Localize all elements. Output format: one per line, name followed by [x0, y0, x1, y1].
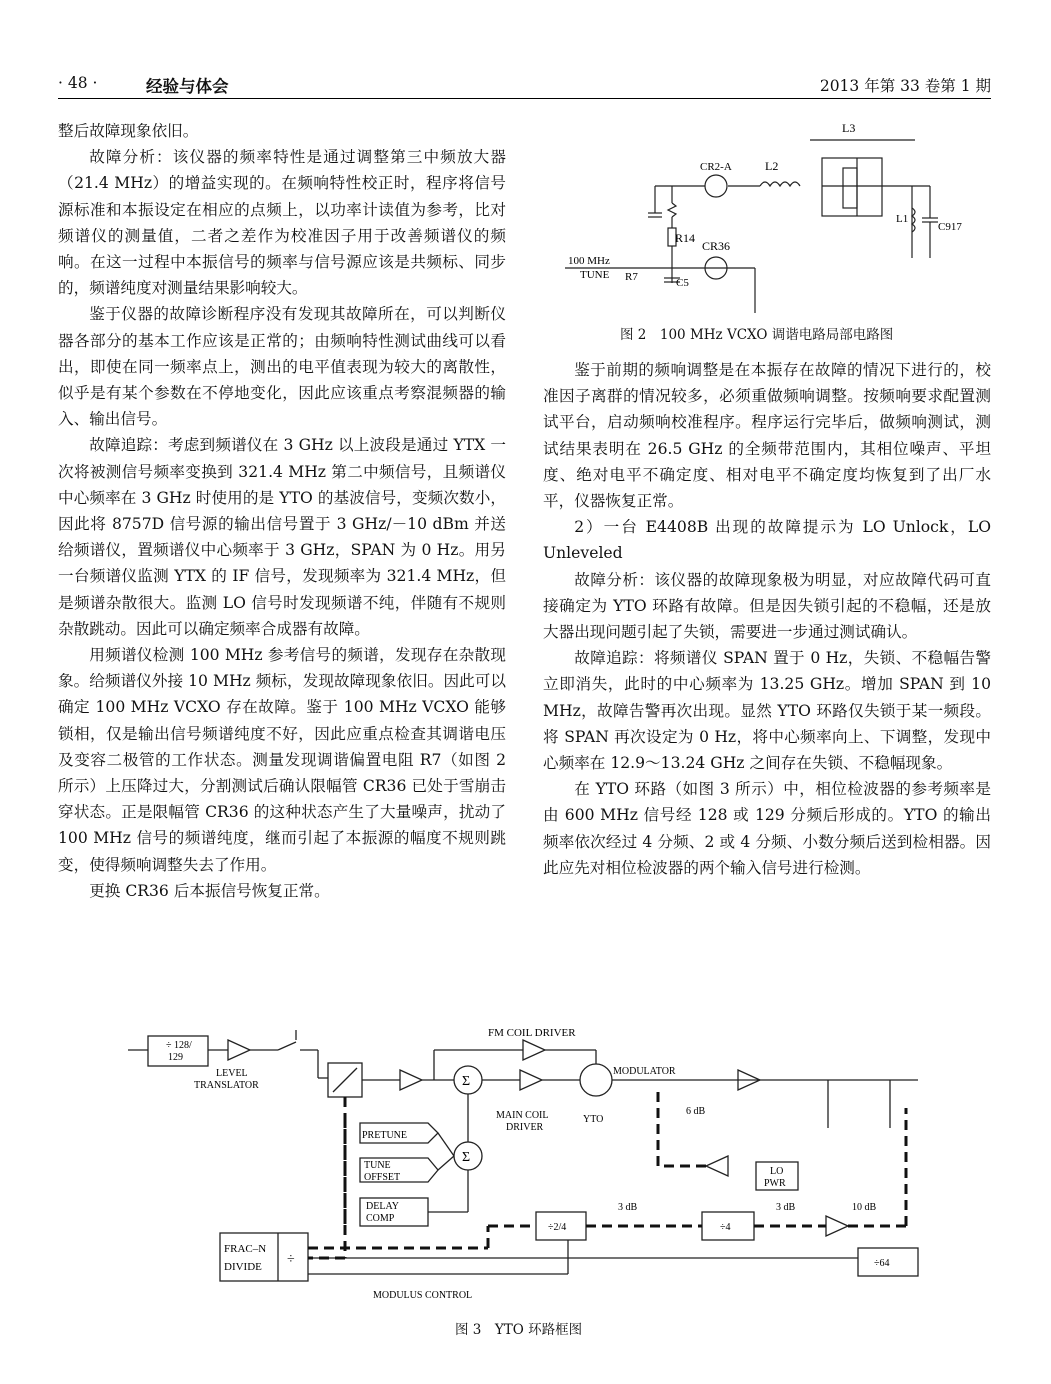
- paragraph: 鉴于前期的频响调整是在本振存在故障的情况下进行的，校准因子离群的情况较多，必须重做频响调整。按频响要求配置测试平台，启动频响校准程序。程序运行完毕后，做频响测试，测试结果表明在 26.5 GHz 的全频带范围内，其相位噪声、平坦度、绝对电平不确定度、相对电平不确定度均恢复到了出厂水平，仪器恢复正常。: [543, 361, 991, 511]
- issue-info: 2013 年第 33 卷第 1 期: [819, 77, 991, 95]
- label-cr36: CR36: [702, 239, 731, 253]
- label-fm-driver: FM COIL DRIVER: [488, 1027, 576, 1039]
- paragraph: 故障追踪：考虑到频谱仪在 3 GHz 以上波段是通过 YTX 一次将被测信号频率变换到 321.4 MHz 第二中频信号，且频谱仪中心频率在 3 GHz 时使用的是 YTO 的基波信号，变频次数小，因此将 8757D 信号源的输出信号置于 3 GHz/－10 dBm 并送给频谱仪，置频谱仪中心频率于 3 GHz，SPAN 为 0 Hz。用另一台频谱仪监测 YTX 的 IF 信号，发现频率为 321.4 MHz，但是频谱杂散很大。监测 LO 信号时发现频谱不纯，伴随有不规则杂散跳动。因此可以确定频率合成器有故障。: [58, 436, 506, 638]
- label-tune-1: 100 MHz: [568, 255, 610, 267]
- paragraph: 2）一台 E4408B 出现的故障提示为 LO Unlock，LO Unleveled: [543, 518, 991, 563]
- figure-3-block-diagram: [128, 1018, 928, 1308]
- label-divide: DIVIDE: [224, 1261, 262, 1273]
- page-header: [58, 72, 991, 99]
- paragraph: 用频谱仪检测 100 MHz 参考信号的频谱，发现存在杂散现象。给频谱仪外接 10 MHz 频标，发现故障现象依旧。因此可以确定 100 MHz VCXO 存在故障。鉴于 100 MHz VCXO 能够锁相，仅是输出信号频谱纯度不好，因此应重点检查其调谐电压及变容二极管的工作状态。测量发现调谐偏置电阻 R7（如图 2 所示）上压降过大，分割测试后确认限幅管 CR36 已处于雪崩击穿状态。正是限幅管 CR36 的这种状态产生了大量噪声，扰动了 100 MHz 信号的频谱纯度，继而引起了本振源的幅度不规则跳变，使得频响调整失去了作用。: [58, 646, 506, 874]
- label-delay: DELAY: [366, 1201, 399, 1212]
- label-cr2: CR2-A: [700, 161, 732, 173]
- label-l1: L1: [896, 213, 909, 225]
- label-r7: R7: [625, 271, 638, 283]
- figure-2-caption: 图 2 100 MHz VCXO 调谐电路局部电路图: [620, 327, 894, 343]
- paragraph: 整后故障现象依旧。: [58, 122, 199, 140]
- right-column: [543, 357, 991, 881]
- label-10db: 10 dB: [852, 1202, 877, 1213]
- label-lo: LO: [770, 1166, 784, 1177]
- label-yto: YTO: [583, 1114, 604, 1125]
- label-3db-b: 3 dB: [776, 1202, 796, 1213]
- label-level-1: LEVEL: [216, 1068, 248, 1079]
- label-offset: OFFSET: [364, 1172, 401, 1183]
- label-l2: L2: [765, 159, 779, 173]
- label-level-2: TRANSLATOR: [194, 1080, 259, 1091]
- label-div24: ÷2/4: [548, 1222, 567, 1233]
- label-pwr: PWR: [764, 1178, 786, 1189]
- figure-3-caption: 图 3 YTO 环路框图: [455, 1322, 583, 1338]
- paragraph: 故障追踪：将频谱仪 SPAN 置于 0 Hz，失锁、不稳幅告警立即消失，此时的中心频率为 13.25 GHz。增加 SPAN 到 10 MHz，故障告警再次出现。显然 YTO 环路仅失锁于某一频段。将 SPAN 再次设定为 0 Hz，将中心频率向上、下调整，发现中心频率在 12.9～13.24 GHz 之间存在失锁、不稳幅现象。: [543, 649, 991, 773]
- label-main-coil: MAIN COIL: [496, 1110, 549, 1121]
- paragraph: 故障分析：该仪器的故障现象极为明显，对应故障代码可直接确定为 YTO 环路有故障。但是因失锁引起的不稳幅，还是放大器出现问题引起了失锁，需要进一步通过测试确认。: [543, 570, 991, 642]
- label-tune: TUNE: [364, 1160, 391, 1171]
- label-div128-a: ÷ 128/: [166, 1040, 192, 1051]
- section-title: 经验与体会: [146, 77, 229, 96]
- paragraph: 更换 CR36 后本振信号恢复正常。: [89, 881, 330, 900]
- label-div64: ÷64: [874, 1258, 890, 1269]
- label-sigma-2: Σ: [462, 1150, 471, 1165]
- label-6db: 6 dB: [686, 1106, 706, 1117]
- label-l3: L3: [842, 121, 856, 135]
- label-c917: C917: [938, 221, 962, 233]
- label-comp: COMP: [366, 1213, 395, 1224]
- label-pretune: PRETUNE: [362, 1130, 407, 1141]
- label-modulator: MODULATOR: [613, 1066, 676, 1077]
- label-frac-n: FRAC–N: [224, 1243, 267, 1255]
- label-c5: C5: [676, 277, 689, 289]
- left-column: [58, 118, 506, 904]
- label-3db-a: 3 dB: [618, 1202, 638, 1213]
- label-r14: R14: [675, 231, 696, 245]
- paragraph: 故障分析：该仪器的频率特性是通过调整第三中频放大器（21.4 MHz）的增益实现的。在频响特性校正时，程序将信号源标准和本振设定在相应的点频上，以功率计读值为参考，比对频谱仪的测量值，二者之差作为校准因子用于改善频谱仪的频响。在这一过程中本振信号的频率与信号源应该是共频标、同步的，频谱纯度对测量结果影响较大。: [58, 148, 506, 298]
- label-tune-2: TUNE: [580, 269, 610, 281]
- page-number: · 48 ·: [58, 74, 98, 92]
- label-div128-b: 129: [168, 1052, 183, 1063]
- label-sigma-1: Σ: [462, 1074, 471, 1089]
- label-div4: ÷4: [720, 1222, 731, 1233]
- paragraph: 在 YTO 环路（如图 3 所示）中，相位检波器的参考频率是由 600 MHz 信号经 128 或 129 分频后形成的。YTO 的输出频率依次经过 4 分频、2 或 4 分频、小数分频后送到检相器。因此应先对相位检波器的两个输入信号进行检测。: [543, 780, 991, 877]
- label-divide-symbol: ÷: [287, 1252, 295, 1267]
- figure-2-circuit: [560, 118, 990, 323]
- label-modulus-control: MODULUS CONTROL: [373, 1290, 473, 1301]
- paragraph: 鉴于仪器的故障诊断程序没有发现其故障所在，可以判断仪器各部分的基本工作应该是正常的；由频响特性测试曲线可以看出，即使在同一频率点上，测出的电平值表现为较大的离散性，似乎是有某个参数在不停地变化，因此应该重点考察混频器的输入、输出信号。: [58, 305, 506, 429]
- label-driver: DRIVER: [506, 1122, 544, 1133]
